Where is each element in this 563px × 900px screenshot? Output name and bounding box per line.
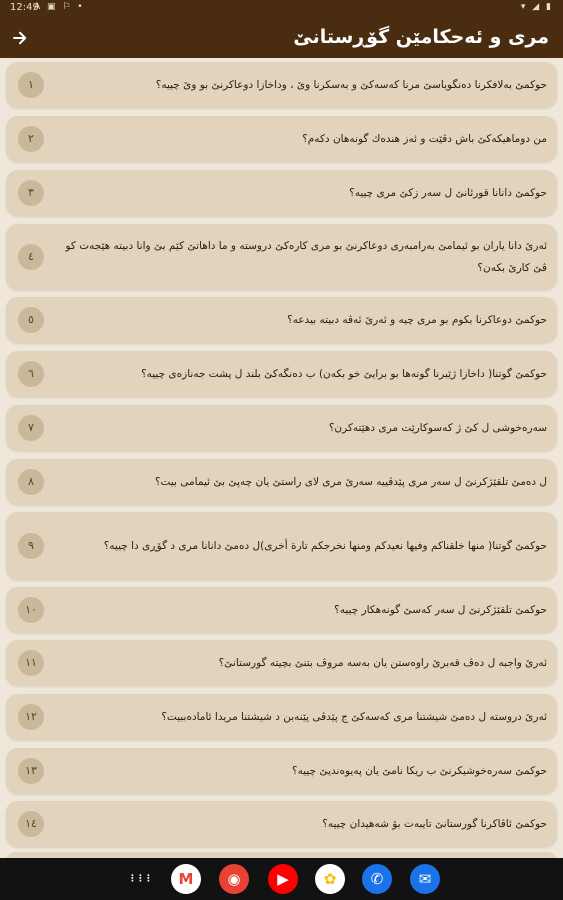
youtube-icon[interactable]: ▶ — [268, 864, 298, 894]
question-text: ل دەمێ تلقێژكرنێ ل سەر مرى پێدڤییە سەرێ مرى لای راستێ یان چەپێ بێ ئیمامی بیت؟ — [154, 476, 547, 488]
question-text: من دوماهیكەكێ باش دڤێت و ئەز هندەك گونەهان دكەم؟ — [302, 133, 547, 145]
back-button[interactable] — [6, 24, 34, 52]
question-text: ئەرێ دانا یاران بو ئیمامێ بەرامبەری دوعاكرنێ بو مرى كارەكێ دروستە و ما داهاتێ كێم بێ وانا دبیتە هێجەت كو ڤێ كارێ بكەن؟ — [65, 240, 547, 274]
question-item[interactable] — [6, 224, 557, 290]
gmail-icon[interactable]: M — [171, 864, 201, 894]
page-title: مری و ئەحکامێن گۆڕستانێ — [293, 26, 549, 48]
question-number-badge: ٣ — [18, 180, 44, 206]
question-number-badge: ١١ — [18, 650, 44, 676]
question-number-badge: ٢ — [18, 126, 44, 152]
question-number-badge: ٤ — [18, 244, 44, 270]
question-item[interactable] — [6, 587, 557, 633]
question-item[interactable] — [6, 62, 557, 108]
question-text: حوكمێ گوتنا( منها خلقناكم وفیها نعیدكم ومنها نخرجكم تارة أخرى)ل دەمێ دانانا مرى د گۆڕی دا چییە؟ — [103, 540, 547, 552]
question-item[interactable] — [6, 640, 557, 686]
question-text: حوكمێ بەلافكرنا دەنگوباسێ مرنا كەسەكێ و بەسكرنا وێ ، وداخازا دوعاكرنێ بو وێ چییە؟ — [155, 79, 547, 91]
phone-icon[interactable]: ✆ — [362, 864, 392, 894]
question-text: حوكمێ گوتنا( داخازا ژێبرنا گونەها بو برایێ خو بكەن) ب دەنگەكێ بلند ل پشت جەنازەى چییە؟ — [141, 368, 547, 380]
question-number-badge: ٩ — [18, 533, 44, 559]
question-item[interactable] — [6, 748, 557, 794]
navigation-bar — [0, 858, 563, 900]
question-item[interactable] — [6, 170, 557, 216]
question-item[interactable] — [6, 116, 557, 162]
system-icons: ▾ ◢ ▮ — [520, 2, 553, 12]
questions-list — [0, 58, 563, 858]
question-number-badge: ٥ — [18, 307, 44, 333]
question-item[interactable] — [6, 694, 557, 740]
question-item[interactable] — [6, 405, 557, 451]
question-number-badge: ١٤ — [18, 811, 44, 837]
question-item[interactable] — [6, 351, 557, 397]
question-text: حوكمێ دوعاكرنا بكوم بو مرى چیە و ئەرێ ئەڤە دبیتە بیدعە؟ — [287, 314, 547, 326]
question-text: حوكمێ ئاڤاكرنا گورستانێ تایبەت بۆ شەهیدان چییە؟ — [322, 818, 547, 830]
question-number-badge: ١٠ — [18, 597, 44, 623]
status-time: 12:49 — [10, 2, 39, 13]
question-text: ئەرێ دروستە ل دەمێ شیشتنا مرى كەسەكێ ج پێدڤی پێنەبن د شیشتنا مریدا ئامادەببیت؟ — [161, 711, 547, 723]
question-number-badge: ٨ — [18, 469, 44, 495]
question-number-badge: ١٣ — [18, 758, 44, 784]
photos-icon[interactable]: ✿ — [315, 864, 345, 894]
question-text: ئەرێ واجبە ل دەڤ قەبرێ راوەستن یان بەسە مروڤ بتنێ بچیتە گورستانێ؟ — [218, 657, 547, 669]
app-bar — [0, 17, 563, 58]
question-text: سەرەخوشی ل كێ ژ كەسوكارێت مرى دهێتەكرن؟ — [328, 422, 547, 434]
question-item[interactable] — [6, 297, 557, 343]
question-number-badge: ٧ — [18, 415, 44, 441]
question-text: حوكمێ دانانا قورئانێ ل سەر زكێ مرى چییە؟ — [349, 187, 547, 199]
notification-icons: A ▣ ⚐ • — [34, 2, 85, 12]
status-bar — [0, 0, 563, 17]
chrome-icon[interactable]: ◉ — [219, 864, 249, 894]
question-item[interactable] — [6, 512, 557, 580]
messages-icon[interactable]: ✉ — [410, 864, 440, 894]
question-number-badge: ٦ — [18, 361, 44, 387]
app-drawer-icon[interactable]: ⋮⋮⋮ — [125, 864, 155, 894]
question-item[interactable] — [6, 459, 557, 505]
arrow-right-icon — [11, 29, 29, 47]
question-number-badge: ١٢ — [18, 704, 44, 730]
question-text: حوكمێ سەرەخوشیكرنێ ب ریكا نامێ یان پەیوەندیێ چییە؟ — [292, 765, 547, 777]
question-text: حوكمێ تلقێژكرنێ ل سەر كەسێ گونەهكار چییە؟ — [334, 604, 547, 616]
question-item[interactable] — [6, 801, 557, 847]
question-number-badge: ١ — [18, 72, 44, 98]
